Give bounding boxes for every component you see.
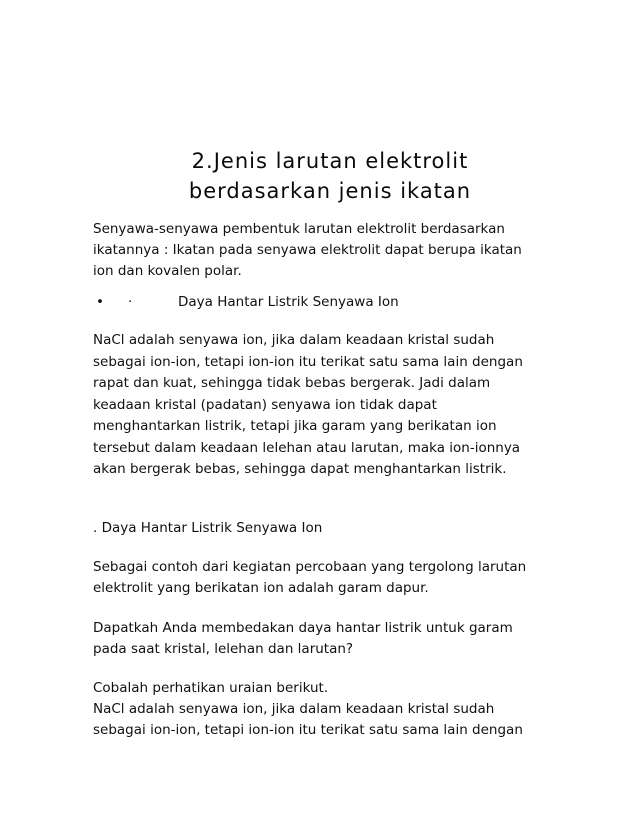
paragraph-line: pada saat kristal, lelehan dan larutan?	[93, 641, 354, 657]
title-line-1: 2.Jenis larutan elektrolit	[191, 149, 469, 173]
intro-line: Senyawa-senyawa pembentuk larutan elektrolit berdasarkan	[93, 221, 505, 237]
paragraph-2	[93, 557, 553, 599]
paragraph-line: menghantarkan listrik, tetapi jika garam yang berikatan ion	[93, 418, 497, 434]
bullet-dot: •	[96, 294, 104, 310]
paragraph-4	[93, 678, 553, 741]
document-title	[150, 146, 510, 206]
paragraph-line: Sebagai contoh dari kegiatan percobaan yang tergolong larutan	[93, 559, 527, 575]
paragraph-line: rapat dan kuat, sehingga tidak bebas bergerak. Jadi dalam	[93, 375, 491, 391]
paragraph-line: Cobalah perhatikan uraian berikut.	[93, 680, 329, 696]
paragraph-line: sebagai ion-ion, tetapi ion-ion itu terikat satu sama lain dengan	[93, 353, 523, 370]
paragraph-line: sebagai ion-ion, tetapi ion-ion itu terikat satu sama lain dengan	[93, 722, 523, 738]
bullet-mid-dot: ·	[128, 294, 133, 310]
bullet-item	[96, 292, 399, 312]
paragraph-line: Dapatkah Anda membedakan daya hantar listrik untuk garam	[93, 620, 513, 636]
title-line-2: berdasarkan jenis ikatan	[188, 179, 472, 203]
paragraph-1	[93, 330, 553, 481]
paragraph-line: tersebut dalam keadaan lelehan atau larutan, maka ion-ionnya	[93, 439, 521, 456]
paragraph-line: NaCl adalah senyawa ion, jika dalam keadaan kristal sudah	[93, 332, 495, 348]
section-heading-text: . Daya Hantar Listrik Senyawa Ion	[93, 520, 323, 536]
intro-paragraph	[93, 219, 553, 282]
paragraph-line: NaCl adalah senyawa ion, jika dalam keadaan kristal sudah	[93, 701, 495, 717]
paragraph-line: elektrolit yang berikatan ion adalah garam dapur.	[93, 580, 429, 596]
bullet-text: Daya Hantar Listrik Senyawa Ion	[178, 294, 399, 310]
section-heading	[93, 518, 553, 539]
intro-line: ikatannya : Ikatan pada senyawa elektrolit dapat berupa ikatan	[93, 242, 522, 258]
intro-line: ion dan kovalen polar.	[93, 263, 242, 279]
paragraph-line: keadaan kristal (padatan) senyawa ion tidak dapat	[93, 396, 437, 413]
paragraph-line: akan bergerak bebas, sehingga dapat menghantarkan listrik.	[93, 461, 507, 477]
paragraph-3	[93, 618, 553, 660]
